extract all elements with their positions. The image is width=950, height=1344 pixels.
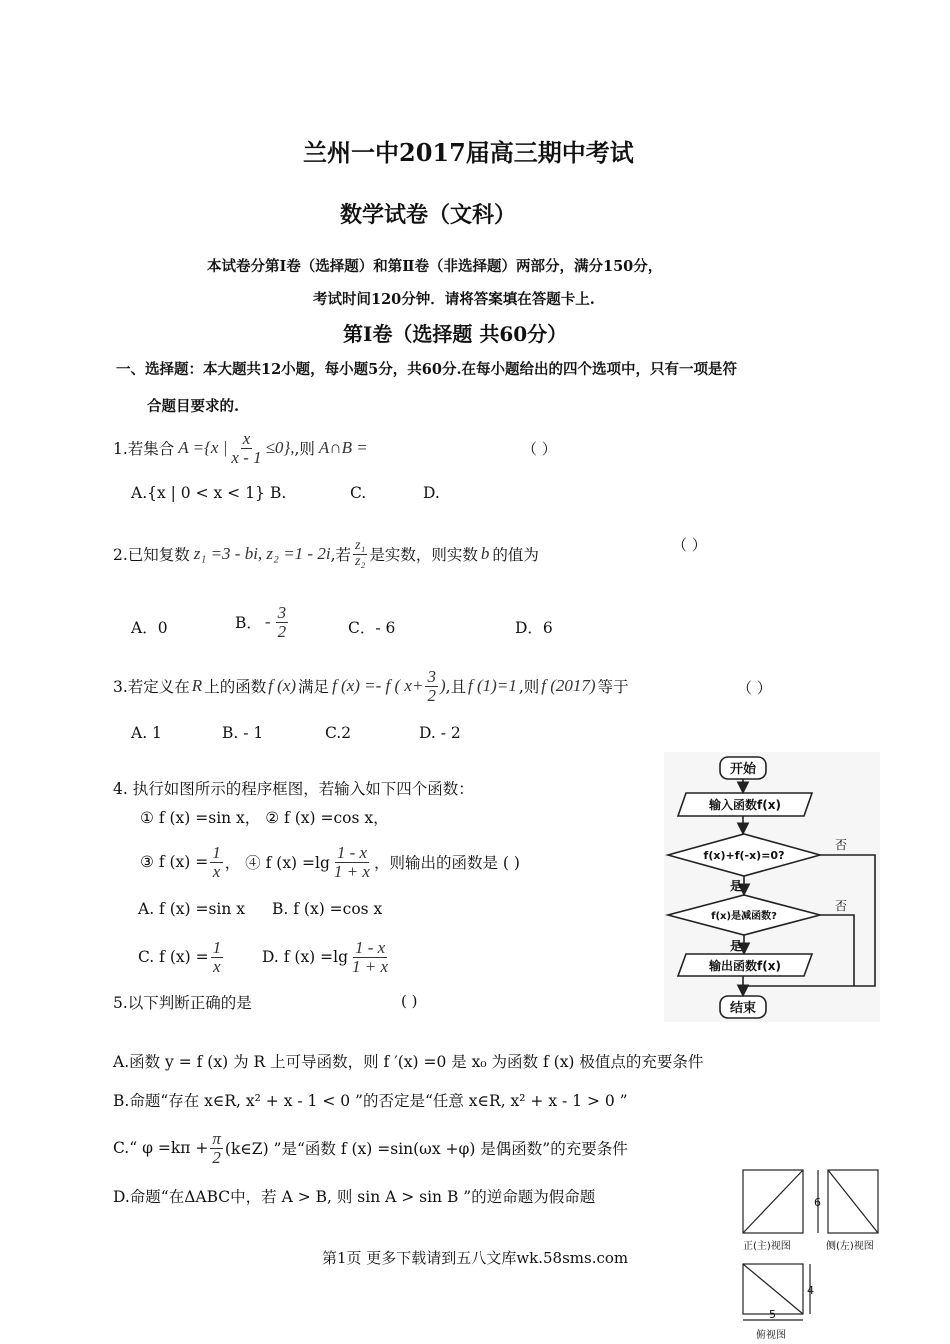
q4-option-c bbox=[138, 934, 225, 980]
flowchart-no-label-2: 否 bbox=[835, 899, 848, 913]
q1-mid: ,则 bbox=[294, 440, 315, 458]
q4-option-d-prefix: D. f (x) =lg bbox=[262, 948, 349, 966]
q2-complex-numbers: z₁ =3 - bi, z₂ =1 - 2i bbox=[193, 544, 331, 563]
q4-f4-num: 1 - x bbox=[336, 842, 368, 862]
q3-f: f (x) bbox=[268, 676, 297, 695]
q1-option-a: A.{x | 0 < x < 1} bbox=[131, 484, 265, 502]
q2-var-b: b bbox=[480, 544, 490, 563]
q5-option-b: B.命题“存在 x∈R, x² + x - 1 < 0 ”的否定是“任意 x∈R, x² + x - 1 > 0 ” bbox=[113, 1092, 628, 1110]
q2-tail: 是实数，则实数 bbox=[369, 546, 478, 564]
flowchart-yes-label-1: 是 bbox=[730, 879, 743, 893]
q3-mid2: 满足 bbox=[298, 678, 330, 696]
q4-f4-prefix: ， ④ f (x) =lg bbox=[224, 854, 330, 872]
q1-frac-num: x bbox=[242, 428, 251, 448]
q5-option-d: D.命题“在ΔABC中，若 A > B, 则 sin A > sin B ”的逆命题为假命题 bbox=[113, 1188, 596, 1206]
q4-option-c-num: 1 bbox=[212, 937, 222, 957]
q4-option-c-prefix: C. f (x) = bbox=[138, 948, 209, 966]
q3-prefix: 3.若定义在 bbox=[113, 678, 190, 696]
dim-6-label: 6 bbox=[814, 1196, 821, 1209]
q1-intersection: A∩B = bbox=[318, 438, 368, 457]
q3-option-a: A. 1 bbox=[131, 724, 162, 742]
q5-option-c bbox=[113, 1124, 628, 1172]
q2-answer-paren: （ ） bbox=[672, 536, 707, 554]
q3-end: 等于 bbox=[597, 678, 629, 696]
q3-frac-den: 2 bbox=[427, 685, 436, 705]
q3-f2017: f (2017) bbox=[541, 676, 596, 695]
question-1 bbox=[113, 424, 368, 472]
page-footer: 第1页 更多下载请到五八文库wk.58sms.com bbox=[322, 1249, 629, 1267]
q3-equation-tail: ) bbox=[439, 676, 446, 695]
q2-option-b-den: 2 bbox=[277, 621, 287, 641]
question-3 bbox=[113, 662, 629, 710]
q1-fraction bbox=[229, 430, 263, 467]
q2-frac-num: z₁ bbox=[355, 537, 366, 553]
q2-option-d: D．6 bbox=[515, 619, 553, 637]
q2-option-b-sign: - bbox=[264, 612, 271, 632]
q5-option-c-tail: (k∈Z) ”是“函数 f (x) =sin(ωx +φ) 是偶函数”的充要条件 bbox=[224, 1140, 628, 1158]
q1-prefix: 1.若集合 bbox=[113, 440, 175, 458]
q4-option-c-fraction bbox=[211, 939, 224, 976]
q5-option-c-num: π bbox=[212, 1128, 221, 1148]
q2-prefix: 2.已知复数 bbox=[113, 546, 190, 564]
q1-set-a: A ={x | bbox=[178, 438, 228, 457]
q4-f3-fraction bbox=[210, 844, 223, 881]
section-title: 第Ⅰ卷（选择题 共60分） bbox=[343, 322, 568, 346]
q3-mid4: ,则 bbox=[518, 678, 540, 696]
q4-f3-prefix: ③ f (x) = bbox=[140, 853, 209, 871]
q3-mid1: 上的函数 bbox=[204, 678, 267, 696]
q5-answer-paren: ( ) bbox=[401, 992, 418, 1010]
q2-option-c: C．- 6 bbox=[348, 619, 396, 637]
q3-option-c: C.2 bbox=[325, 724, 352, 742]
flowchart-end-label: 结束 bbox=[729, 1001, 757, 1016]
flowchart-start-label: 开始 bbox=[729, 762, 757, 777]
q2-option-a: A．0 bbox=[131, 619, 168, 637]
q5-option-c-fraction bbox=[210, 1130, 223, 1167]
flowchart-condition-2-label: f(x)是减函数? bbox=[711, 911, 777, 922]
q1-option-d: D. bbox=[423, 484, 440, 502]
q4-option-d-fraction bbox=[350, 939, 390, 976]
q1-option-b: B. bbox=[270, 484, 287, 502]
side-view-label: 侧(左)视图 bbox=[826, 1241, 874, 1252]
q3-f1: f (1)=1 bbox=[468, 676, 517, 695]
q4-option-c-den: x bbox=[213, 956, 221, 976]
q3-R: R bbox=[191, 676, 203, 695]
intro-line-2: 考试时间120分钟．请将答案填在答题卡上. bbox=[313, 291, 595, 308]
q2-end: 的值为 bbox=[492, 546, 539, 564]
q1-answer-paren: （ ） bbox=[522, 440, 557, 458]
question-5: 5.以下判断正确的是 bbox=[113, 994, 252, 1012]
q2-option-b-label: B． bbox=[235, 614, 262, 633]
q2-fraction bbox=[353, 539, 367, 569]
flowchart-output-label: 输出函数f(x) bbox=[709, 959, 781, 973]
q4-option-d-den: 1 + x bbox=[352, 956, 389, 976]
q3-answer-paren: （ ） bbox=[737, 679, 772, 697]
q4-f3-num: 1 bbox=[212, 842, 221, 862]
q2-frac-den: z₂ bbox=[355, 553, 366, 569]
q3-mid3: ,且 bbox=[445, 678, 467, 696]
q4-f3-den: x bbox=[212, 861, 221, 881]
q4-stem-end: ，则输出的函数是 ( ) bbox=[373, 854, 520, 872]
q1-frac-den: x - 1 bbox=[231, 447, 262, 467]
q3-fraction bbox=[425, 668, 438, 705]
exam-subtitle: 数学试卷（文科） bbox=[340, 202, 517, 228]
q4-f4-den: 1 + x bbox=[333, 861, 370, 881]
top-view-label: 俯视图 bbox=[756, 1330, 786, 1341]
dim-4-label: 4 bbox=[807, 1284, 814, 1297]
intro-line-1: 本试卷分第Ⅰ卷（选择题）和第Ⅱ卷（非选择题）两部分，满分150分， bbox=[207, 258, 663, 275]
q3-option-d: D. - 2 bbox=[419, 724, 461, 742]
flowchart-condition-1-label: f(x)+f(-x)=0? bbox=[703, 849, 785, 862]
q5-option-a: A.函数 y = f (x) 为 R 上可导函数，则 f ′(x) =0 是 x₀ 为函数 f (x) 极值点的充要条件 bbox=[113, 1053, 704, 1071]
flowchart bbox=[664, 752, 880, 1022]
question-4: 4. 执行如图所示的程序框图，若输入如下四个函数： bbox=[113, 780, 474, 798]
three-view-figure bbox=[738, 1166, 890, 1344]
flowchart-yes-label-2: 是 bbox=[730, 939, 743, 953]
q2-option-b-fraction bbox=[276, 604, 289, 641]
question-2 bbox=[113, 530, 539, 578]
q2-option-b bbox=[235, 604, 290, 641]
q5-option-c-den: 2 bbox=[212, 1147, 221, 1167]
exam-title: 兰州一中2017届高三期中考试 bbox=[303, 138, 634, 167]
q3-frac-num: 3 bbox=[427, 666, 436, 686]
instructions-line-1: 一、选择题：本大题共12小题，每小题5分，共60分.在每小题给出的四个选项中，只有一项是符 bbox=[116, 361, 737, 378]
q1-set-tail: ≤0}, bbox=[265, 438, 295, 457]
flowchart-input-label: 输入函数f(x) bbox=[709, 798, 781, 812]
q4-option-d bbox=[262, 934, 392, 980]
q4-functions-1-2: ① f (x) =sin x， ② f (x) =cos x， bbox=[140, 809, 389, 827]
q4-f4-fraction bbox=[332, 844, 372, 881]
q1-option-c: C. bbox=[350, 484, 367, 502]
q5-option-c-prefix: C.“ φ =kπ + bbox=[113, 1139, 209, 1157]
q3-option-b: B. - 1 bbox=[222, 724, 264, 742]
dim-5-label: 5 bbox=[769, 1308, 776, 1321]
q2-mid: ,若 bbox=[330, 546, 351, 564]
flowchart-no-label-1: 否 bbox=[835, 838, 848, 852]
front-view-label: 正(主)视图 bbox=[743, 1241, 791, 1252]
q2-option-b-num: 3 bbox=[277, 603, 287, 622]
q4-option-a: A. f (x) =sin x bbox=[138, 900, 246, 918]
q4-option-b: B. f (x) =cos x bbox=[272, 900, 383, 918]
q4-option-d-num: 1 - x bbox=[354, 937, 386, 957]
q3-equation: f (x) =- f ( x+ bbox=[332, 676, 424, 695]
q4-functions-3-4 bbox=[140, 838, 520, 886]
instructions-line-2: 合题目要求的. bbox=[147, 398, 240, 415]
